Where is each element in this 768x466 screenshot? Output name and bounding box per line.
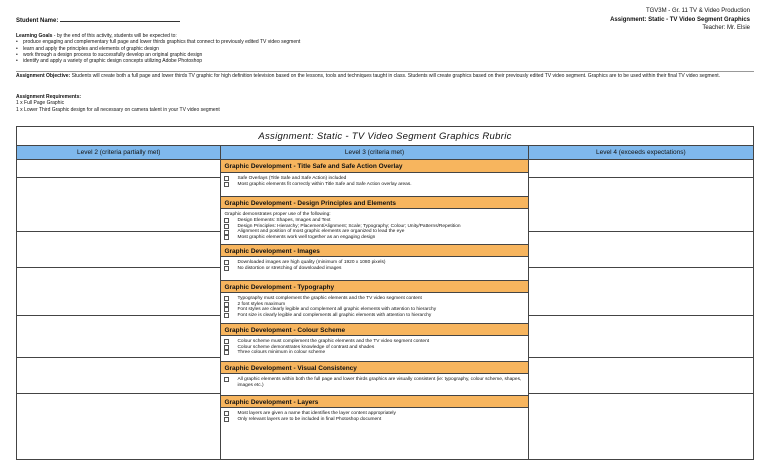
section-criteria	[221, 408, 527, 425]
section-heading: Graphic Development - Images	[221, 244, 527, 257]
section-intro: Graphic demonstrates proper use of the following:	[224, 212, 331, 217]
column-level-3: Level 3 (criteria met)	[221, 146, 528, 159]
level-2-cell[interactable]	[17, 316, 220, 358]
goal-item: • identify and apply a variety of graphic design concepts utilizing Adobe Photoshop	[16, 58, 516, 64]
checkbox[interactable]	[224, 307, 229, 312]
criterion-text: Font styles are clearly legible and complement all graphic elements with attention to hierarchy	[237, 307, 437, 313]
level-4-cell[interactable]	[529, 178, 753, 232]
goal-item: • learn and apply the principles and elements of graphic design	[16, 46, 516, 52]
checkbox[interactable]	[224, 350, 229, 355]
checkbox[interactable]	[224, 224, 229, 229]
level-2-cell[interactable]	[17, 160, 220, 178]
criterion-text: Design Principles: Hierarchy; Placement/Alignment; Scale; Typography; Colour; Unity/Patterns/Repetition	[237, 223, 461, 229]
criterion-text: Colour scheme must complement the graphic elements and the TV video segment content	[237, 339, 430, 344]
assignment-title: Assignment: Static - TV Video Segment Graphics	[610, 16, 750, 23]
checkbox[interactable]	[224, 302, 229, 307]
goal-item: • work through a design process to successfully develop an original graphic design	[16, 52, 516, 58]
level-2-cell[interactable]	[17, 394, 220, 460]
section-criteria	[221, 293, 527, 323]
level-4-cell[interactable]	[529, 358, 753, 394]
checkbox[interactable]	[224, 417, 229, 422]
checkbox[interactable]	[224, 313, 229, 318]
student-name-field	[16, 18, 180, 24]
goal-item: • produce engaging and complementary full page and lower thirds graphics that connect to previously edited TV video segment	[16, 39, 516, 45]
header-info	[610, 7, 750, 33]
checkbox[interactable]	[224, 266, 229, 271]
criterion-text: Design Elements: Shapes, Images and Text	[237, 218, 331, 224]
criterion-text: Three colours minimum in colour scheme	[237, 350, 326, 356]
objective-text: Students will create both a full page and lower thirds TV graphic for high definition television based on the lessons, tools and techniques taught in class. Students will create graphics based on their previously edited TV video segment. Graphics are to be used within their final TV video segment.	[70, 73, 721, 79]
criterion-text: Typography must complement the graphic elements and the TV video segment content	[237, 296, 422, 301]
checkbox[interactable]	[224, 176, 229, 181]
level-2-cell[interactable]	[17, 178, 220, 232]
section-criteria	[221, 374, 527, 395]
checkbox[interactable]	[224, 411, 229, 416]
section-heading: Graphic Development - Typography	[221, 280, 527, 293]
checkbox[interactable]	[224, 182, 229, 187]
assignment-requirements	[16, 94, 220, 113]
course-title: TGV3M - Gr. 11 TV & Video Production	[645, 8, 750, 14]
criterion-text: Safe Overlays (Title Safe and Safe Action) included	[237, 176, 347, 181]
rubric-column-headers	[17, 146, 753, 160]
student-name-blank[interactable]	[60, 21, 180, 22]
criterion-text: No distortion or stretching of downloaded images	[237, 265, 342, 271]
rubric-title: Assignment: Static - TV Video Segment Graphics Rubric	[17, 127, 753, 146]
checkbox[interactable]	[224, 296, 229, 301]
teacher-name: Teacher: Mr. Elsie	[702, 25, 750, 31]
section-heading: Graphic Development - Title Safe and Safe Action Overlay	[221, 160, 527, 173]
learning-goals	[16, 33, 516, 64]
level-4-cell[interactable]	[529, 394, 753, 460]
assignment-objective	[16, 73, 754, 80]
level-4-cell[interactable]	[529, 160, 753, 178]
level-2-cell[interactable]	[17, 358, 220, 394]
level-4-cell[interactable]	[529, 316, 753, 358]
column-level-4: Level 4 (exceeds expectations)	[596, 149, 686, 156]
level-3-column	[221, 160, 528, 460]
criterion-text: Alignment and position of most graphic elements are organized to lead the eye	[237, 229, 405, 235]
criterion-text: All graphic elements within both the full page and lower thirds graphics are visually consistent (ie: typography, colour scheme, shapes, images etc.)	[237, 377, 522, 388]
level-2-cell[interactable]	[17, 232, 220, 268]
level-4-cell[interactable]	[529, 232, 753, 268]
criterion-text: Downloaded images are high quality (minimum of 1920 x 1080 pixels)	[237, 260, 386, 265]
learning-goals-list	[16, 39, 516, 64]
objective-label: Assignment Objective:	[16, 73, 71, 79]
checkbox[interactable]	[224, 377, 229, 382]
learning-goals-lead: - by the end of this activity, students will be expected to:	[52, 33, 177, 39]
criterion-text: 2 font styles maximum	[237, 301, 286, 307]
section-criteria	[221, 336, 527, 361]
level-4-cell[interactable]	[529, 268, 753, 316]
section-heading: Graphic Development - Design Principles and Elements	[221, 196, 527, 209]
student-name-label: Student Name:	[16, 18, 59, 24]
requirement-item: 1 x Lower Third Graphic design for all necessary on camera talent in your TV video segment	[16, 106, 220, 113]
divider	[16, 71, 754, 72]
rubric-body	[17, 160, 753, 460]
checkbox[interactable]	[224, 235, 229, 240]
level-2-cell[interactable]	[17, 268, 220, 316]
checkbox[interactable]	[224, 230, 229, 235]
criterion-text: Most graphic elements fit correctly within Title Safe and Safe Action overlay areas.	[237, 181, 412, 187]
section-criteria	[221, 257, 527, 280]
criterion-text: Only relevant layers are to be included in final Photoshop document	[237, 416, 382, 422]
checkbox[interactable]	[224, 345, 229, 350]
level-2-column	[17, 160, 221, 460]
section-criteria	[221, 209, 527, 244]
requirement-item: 1 x Full Page Graphic	[16, 100, 65, 107]
criterion-text: Most layers are given a name that identifies the layer content appropriately	[237, 411, 396, 416]
criterion-text: Most graphic elements work well together as an engaging design	[237, 234, 376, 240]
level-4-column	[529, 160, 753, 460]
checkbox[interactable]	[224, 339, 229, 344]
learning-goals-label: Learning Goals	[16, 33, 53, 39]
section-heading: Graphic Development - Layers	[221, 395, 527, 408]
rubric-table	[16, 126, 754, 460]
section-heading: Graphic Development - Colour Scheme	[221, 323, 527, 336]
criterion-text: Font size is clearly legible and complements all graphic elements with attention to hierarchy	[237, 312, 432, 318]
checkbox[interactable]	[224, 260, 229, 265]
criterion-text: Colour scheme demonstrates knowledge of contrast and shades	[237, 344, 375, 350]
requirements-label: Assignment Requirements:	[16, 94, 82, 100]
checkbox[interactable]	[224, 218, 229, 223]
section-heading: Graphic Development - Visual Consistency	[221, 361, 527, 374]
section-criteria	[221, 173, 527, 196]
column-level-2: Level 2 (criteria partially met)	[17, 146, 221, 159]
